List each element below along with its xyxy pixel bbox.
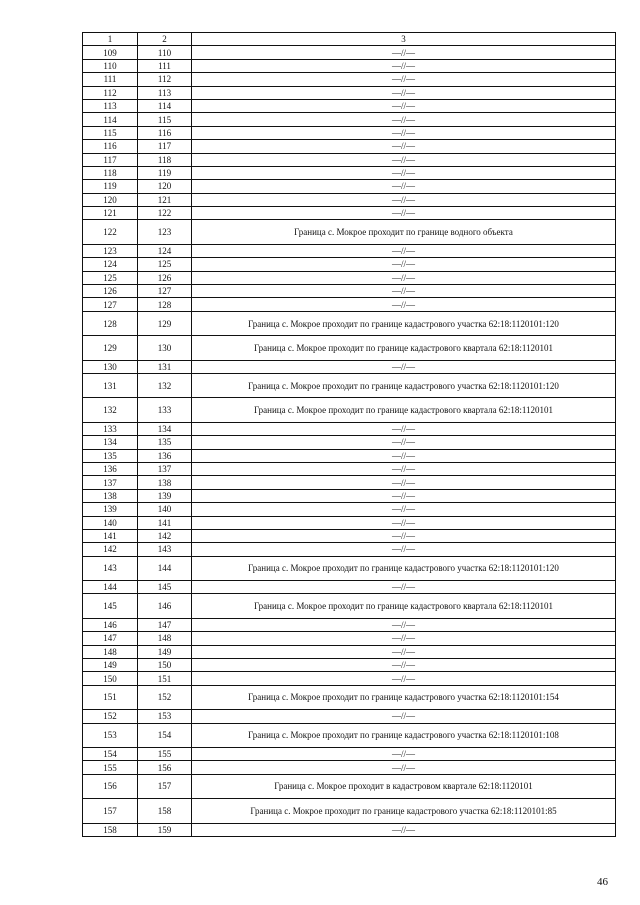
table-row [83, 556, 616, 580]
point-from-cell: 125 [83, 271, 138, 284]
description-cell: —//— [192, 285, 616, 298]
table-row [83, 618, 616, 631]
point-to-cell: 129 [138, 311, 192, 335]
description-cell: —//— [192, 659, 616, 672]
point-to-cell: 140 [138, 503, 192, 516]
point-to-cell: 156 [138, 761, 192, 774]
description-cell: —//— [192, 258, 616, 271]
table-row [83, 422, 616, 435]
point-from-cell: 124 [83, 258, 138, 271]
point-to-cell: 134 [138, 422, 192, 435]
point-to-cell: 110 [138, 46, 192, 59]
description-cell: —//— [192, 672, 616, 685]
description-cell: Граница с. Мокрое проходит по границе водного объекта [192, 220, 616, 244]
table-row [83, 747, 616, 760]
point-to-cell: 133 [138, 398, 192, 422]
point-from-cell: 122 [83, 220, 138, 244]
table-row [83, 244, 616, 257]
table-row [83, 710, 616, 723]
point-from-cell: 146 [83, 618, 138, 631]
table-row [83, 113, 616, 126]
point-from-cell: 121 [83, 207, 138, 220]
point-to-cell: 113 [138, 86, 192, 99]
point-from-cell: 109 [83, 46, 138, 59]
point-to-cell: 123 [138, 220, 192, 244]
point-to-cell: 111 [138, 59, 192, 72]
table-row [83, 489, 616, 502]
point-to-cell: 138 [138, 476, 192, 489]
description-cell: —//— [192, 244, 616, 257]
point-from-cell: 157 [83, 799, 138, 823]
table-row [83, 258, 616, 271]
description-cell: —//— [192, 761, 616, 774]
table-row [83, 311, 616, 335]
point-to-cell: 149 [138, 645, 192, 658]
point-from-cell: 116 [83, 140, 138, 153]
point-to-cell: 150 [138, 659, 192, 672]
table-row [83, 46, 616, 59]
point-to-cell: 117 [138, 140, 192, 153]
table-row [83, 298, 616, 311]
description-cell: —//— [192, 710, 616, 723]
point-to-cell: 145 [138, 581, 192, 594]
table-row [83, 449, 616, 462]
point-from-cell: 151 [83, 685, 138, 709]
point-to-cell: 114 [138, 99, 192, 112]
description-cell: —//— [192, 581, 616, 594]
header-col-3: 3 [192, 33, 616, 46]
point-to-cell: 153 [138, 710, 192, 723]
point-from-cell: 139 [83, 503, 138, 516]
point-to-cell: 158 [138, 799, 192, 823]
table-row [83, 271, 616, 284]
point-from-cell: 141 [83, 529, 138, 542]
description-cell: —//— [192, 632, 616, 645]
point-to-cell: 131 [138, 360, 192, 373]
description-cell: —//— [192, 180, 616, 193]
point-from-cell: 143 [83, 556, 138, 580]
table-row [83, 476, 616, 489]
point-from-cell: 123 [83, 244, 138, 257]
description-cell: Граница с. Мокрое проходит по границе кадастрового участка 62:18:1120101:120 [192, 373, 616, 397]
description-cell: Граница с. Мокрое проходит по границе кадастрового участка 62:18:1120101:154 [192, 685, 616, 709]
boundary-points-table [82, 32, 616, 837]
point-from-cell: 133 [83, 422, 138, 435]
point-from-cell: 149 [83, 659, 138, 672]
table-row [83, 373, 616, 397]
point-to-cell: 135 [138, 436, 192, 449]
header-col-2: 2 [138, 33, 192, 46]
point-to-cell: 147 [138, 618, 192, 631]
point-to-cell: 124 [138, 244, 192, 257]
description-cell: —//— [192, 462, 616, 475]
point-to-cell: 136 [138, 449, 192, 462]
point-from-cell: 144 [83, 581, 138, 594]
point-from-cell: 126 [83, 285, 138, 298]
point-to-cell: 115 [138, 113, 192, 126]
table-row [83, 166, 616, 179]
point-to-cell: 120 [138, 180, 192, 193]
point-from-cell: 136 [83, 462, 138, 475]
description-cell: —//— [192, 113, 616, 126]
point-from-cell: 118 [83, 166, 138, 179]
point-from-cell: 134 [83, 436, 138, 449]
description-cell: Граница с. Мокрое проходит по границе кадастрового участка 62:18:1120101:85 [192, 799, 616, 823]
description-cell: —//— [192, 618, 616, 631]
point-from-cell: 148 [83, 645, 138, 658]
table-row [83, 153, 616, 166]
table-row [83, 86, 616, 99]
description-cell: —//— [192, 140, 616, 153]
table-row [83, 140, 616, 153]
table-row [83, 543, 616, 556]
description-cell: —//— [192, 529, 616, 542]
table-row [83, 516, 616, 529]
point-from-cell: 128 [83, 311, 138, 335]
description-cell: —//— [192, 449, 616, 462]
point-to-cell: 127 [138, 285, 192, 298]
table-row [83, 672, 616, 685]
description-cell: —//— [192, 823, 616, 836]
point-to-cell: 130 [138, 336, 192, 360]
point-to-cell: 132 [138, 373, 192, 397]
point-to-cell: 119 [138, 166, 192, 179]
point-to-cell: 155 [138, 747, 192, 760]
table-row [83, 285, 616, 298]
table-row [83, 659, 616, 672]
point-to-cell: 118 [138, 153, 192, 166]
point-to-cell: 144 [138, 556, 192, 580]
description-cell: —//— [192, 476, 616, 489]
table-row [83, 99, 616, 112]
point-to-cell: 154 [138, 723, 192, 747]
description-cell: —//— [192, 516, 616, 529]
description-cell: Граница с. Мокрое проходит по границе кадастрового участка 62:18:1120101:120 [192, 556, 616, 580]
point-from-cell: 138 [83, 489, 138, 502]
point-from-cell: 130 [83, 360, 138, 373]
table-row [83, 220, 616, 244]
point-from-cell: 110 [83, 59, 138, 72]
table-row [83, 594, 616, 618]
point-to-cell: 125 [138, 258, 192, 271]
point-to-cell: 157 [138, 774, 192, 798]
point-from-cell: 142 [83, 543, 138, 556]
point-from-cell: 153 [83, 723, 138, 747]
table-row [83, 193, 616, 206]
point-from-cell: 119 [83, 180, 138, 193]
point-from-cell: 112 [83, 86, 138, 99]
point-to-cell: 139 [138, 489, 192, 502]
table-row [83, 360, 616, 373]
description-cell: —//— [192, 46, 616, 59]
point-from-cell: 131 [83, 373, 138, 397]
point-to-cell: 128 [138, 298, 192, 311]
description-cell: Граница с. Мокрое проходит по границе кадастрового квартала 62:18:1120101 [192, 336, 616, 360]
point-from-cell: 137 [83, 476, 138, 489]
point-from-cell: 114 [83, 113, 138, 126]
description-cell: Граница с. Мокрое проходит по границе кадастрового квартала 62:18:1120101 [192, 398, 616, 422]
point-from-cell: 155 [83, 761, 138, 774]
description-cell: Граница с. Мокрое проходит по границе кадастрового участка 62:18:1120101:108 [192, 723, 616, 747]
point-to-cell: 122 [138, 207, 192, 220]
table-header-row [83, 33, 616, 46]
table-row [83, 503, 616, 516]
table-body [83, 46, 616, 837]
description-cell: —//— [192, 298, 616, 311]
point-from-cell: 129 [83, 336, 138, 360]
point-from-cell: 140 [83, 516, 138, 529]
table-row [83, 436, 616, 449]
description-cell: —//— [192, 153, 616, 166]
description-cell: —//— [192, 422, 616, 435]
point-from-cell: 117 [83, 153, 138, 166]
description-cell: —//— [192, 86, 616, 99]
point-to-cell: 151 [138, 672, 192, 685]
description-cell: —//— [192, 747, 616, 760]
point-from-cell: 145 [83, 594, 138, 618]
point-from-cell: 113 [83, 99, 138, 112]
description-cell: —//— [192, 193, 616, 206]
table-row [83, 581, 616, 594]
description-cell: —//— [192, 59, 616, 72]
table-row [83, 823, 616, 836]
point-to-cell: 121 [138, 193, 192, 206]
point-from-cell: 127 [83, 298, 138, 311]
description-cell: Граница с. Мокрое проходит в кадастровом квартале 62:18:1120101 [192, 774, 616, 798]
table-row [83, 685, 616, 709]
point-from-cell: 120 [83, 193, 138, 206]
table-row [83, 645, 616, 658]
table-row [83, 774, 616, 798]
table-row [83, 723, 616, 747]
description-cell: —//— [192, 645, 616, 658]
description-cell: —//— [192, 73, 616, 86]
description-cell: —//— [192, 99, 616, 112]
point-from-cell: 154 [83, 747, 138, 760]
point-to-cell: 137 [138, 462, 192, 475]
point-to-cell: 152 [138, 685, 192, 709]
point-to-cell: 126 [138, 271, 192, 284]
point-from-cell: 150 [83, 672, 138, 685]
point-from-cell: 152 [83, 710, 138, 723]
description-cell: —//— [192, 166, 616, 179]
table-row [83, 207, 616, 220]
point-from-cell: 158 [83, 823, 138, 836]
point-from-cell: 156 [83, 774, 138, 798]
description-cell: —//— [192, 271, 616, 284]
description-cell: —//— [192, 207, 616, 220]
table-row [83, 59, 616, 72]
description-cell: —//— [192, 489, 616, 502]
table-row [83, 462, 616, 475]
table-row [83, 529, 616, 542]
page-number: 46 [597, 876, 608, 888]
point-from-cell: 132 [83, 398, 138, 422]
point-to-cell: 116 [138, 126, 192, 139]
point-from-cell: 147 [83, 632, 138, 645]
point-to-cell: 112 [138, 73, 192, 86]
description-cell: —//— [192, 360, 616, 373]
point-to-cell: 143 [138, 543, 192, 556]
point-to-cell: 159 [138, 823, 192, 836]
header-col-1: 1 [83, 33, 138, 46]
table-row [83, 73, 616, 86]
description-cell: Граница с. Мокрое проходит по границе кадастрового участка 62:18:1120101:120 [192, 311, 616, 335]
point-from-cell: 111 [83, 73, 138, 86]
table-row [83, 126, 616, 139]
table-row [83, 180, 616, 193]
description-cell: Граница с. Мокрое проходит по границе кадастрового квартала 62:18:1120101 [192, 594, 616, 618]
description-cell: —//— [192, 543, 616, 556]
table-row [83, 761, 616, 774]
point-to-cell: 148 [138, 632, 192, 645]
table-row [83, 632, 616, 645]
description-cell: —//— [192, 436, 616, 449]
table-row [83, 799, 616, 823]
table-row [83, 336, 616, 360]
point-to-cell: 142 [138, 529, 192, 542]
table-row [83, 398, 616, 422]
description-cell: —//— [192, 503, 616, 516]
point-to-cell: 146 [138, 594, 192, 618]
point-to-cell: 141 [138, 516, 192, 529]
description-cell: —//— [192, 126, 616, 139]
point-from-cell: 135 [83, 449, 138, 462]
point-from-cell: 115 [83, 126, 138, 139]
